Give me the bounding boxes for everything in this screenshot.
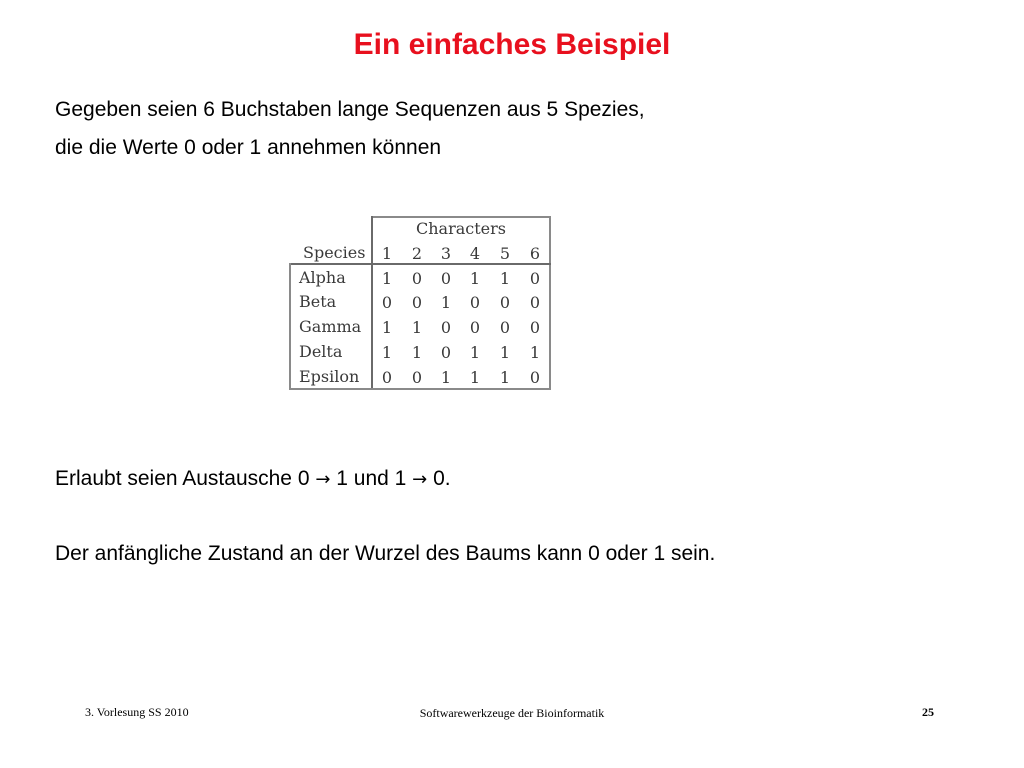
exchange-prefix: Erlaubt seien Austausche 0 [55, 467, 316, 490]
species-name: Gamma [299, 317, 362, 336]
character-value: 0 [440, 269, 452, 288]
character-value: 0 [411, 368, 423, 387]
table-right-border [549, 216, 551, 390]
character-value: 0 [440, 318, 452, 337]
table-top-border [371, 216, 551, 218]
character-value: 1 [411, 318, 423, 337]
character-value: 1 [499, 368, 511, 387]
character-value: 0 [381, 368, 393, 387]
slide-title: Ein einfaches Beispiel [353, 28, 671, 61]
character-value: 1 [469, 368, 481, 387]
footer-course: Softwarewerkzeuge der Bioinformatik [419, 706, 605, 720]
species-name: Beta [299, 292, 337, 311]
character-value: 0 [499, 293, 511, 312]
character-value: 0 [529, 318, 541, 337]
exchange-middle: 1 und 1 [330, 467, 413, 490]
column-header: 5 [499, 244, 511, 263]
exchange-text [55, 460, 451, 499]
column-header: 4 [469, 244, 481, 263]
intro-text [55, 91, 645, 167]
page-number: 25 [922, 705, 934, 719]
column-header: 6 [529, 244, 541, 263]
species-name: Alpha [299, 268, 346, 287]
character-value: 0 [381, 293, 393, 312]
character-value: 1 [411, 343, 423, 362]
exchange-suffix: 0. [427, 467, 451, 490]
character-value: 1 [440, 368, 452, 387]
column-header: 2 [411, 244, 423, 263]
table-divider-vertical [371, 216, 373, 390]
character-value: 1 [440, 293, 452, 312]
character-value: 0 [529, 269, 541, 288]
character-value: 0 [499, 318, 511, 337]
table-header-divider [289, 263, 551, 265]
intro-line-1: Gegeben seien 6 Buchstaben lange Sequenzen aus 5 Spezies, [55, 98, 645, 121]
table-left-border [289, 263, 291, 390]
character-value: 1 [499, 269, 511, 288]
character-value: 0 [529, 293, 541, 312]
column-header: 3 [440, 244, 452, 263]
character-value: 0 [411, 293, 423, 312]
character-value: 1 [381, 269, 393, 288]
character-value: 1 [469, 343, 481, 362]
character-value: 0 [411, 269, 423, 288]
character-value: 0 [469, 293, 481, 312]
species-name: Epsilon [299, 367, 360, 386]
arrow-icon: → [315, 469, 331, 490]
character-value: 0 [440, 343, 452, 362]
character-value: 1 [381, 343, 393, 362]
arrow-icon: → [412, 469, 428, 490]
table-bottom-border [289, 388, 551, 390]
character-value: 0 [469, 318, 481, 337]
character-value: 1 [469, 269, 481, 288]
species-name: Delta [299, 342, 343, 361]
footer-lecture: 3. Vorlesung SS 2010 [85, 705, 189, 719]
species-header: Species [303, 243, 366, 262]
character-value: 1 [529, 343, 541, 362]
character-value: 1 [381, 318, 393, 337]
character-value: 1 [499, 343, 511, 362]
character-table [289, 216, 551, 390]
characters-header: Characters [416, 219, 506, 238]
root-state-text: Der anfängliche Zustand an der Wurzel des Baums kann 0 oder 1 sein. [55, 542, 716, 565]
intro-line-2: die die Werte 0 oder 1 annehmen können [55, 136, 442, 159]
column-header: 1 [381, 244, 393, 263]
character-value: 0 [529, 368, 541, 387]
